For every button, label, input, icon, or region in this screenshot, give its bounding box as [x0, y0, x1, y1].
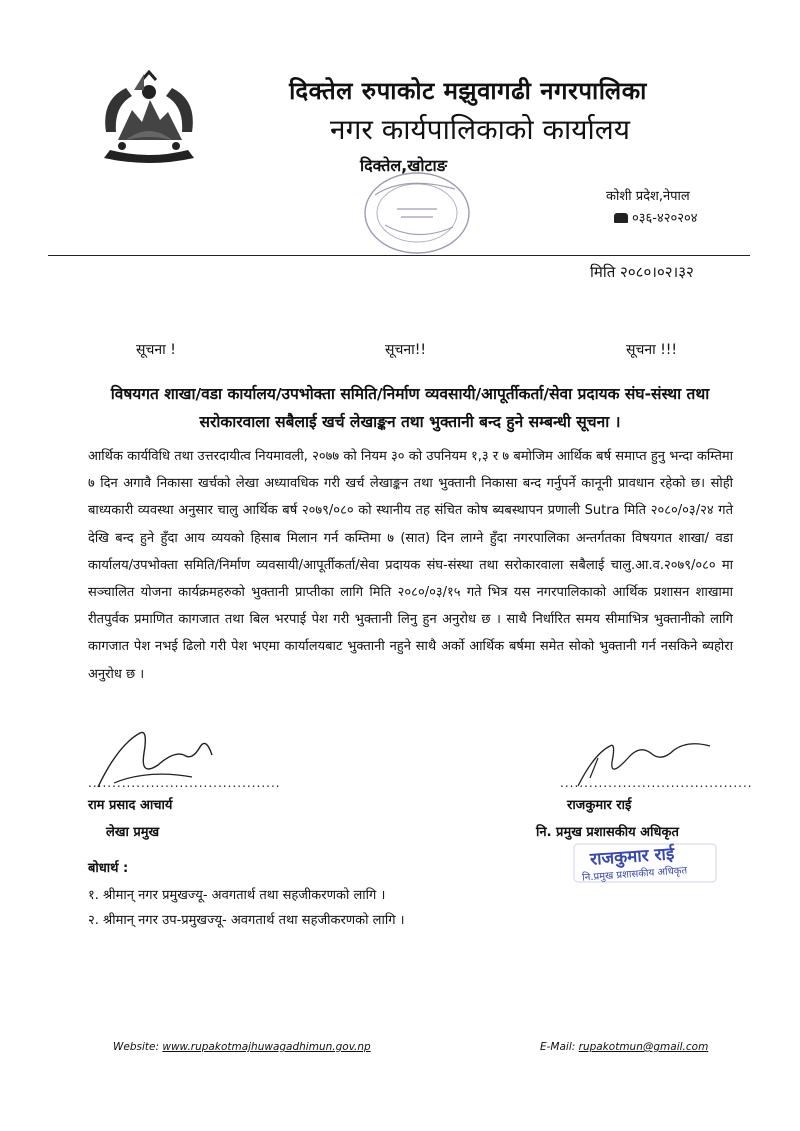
stamp-officer-title: नि.प्रमुख प्रशासकीय अधिकृत — [581, 865, 688, 884]
cc-item: १. श्रीमान् नगर प्रमुखज्यू- अवगतार्थ तथा सहजीकरणको लागि । — [88, 888, 386, 903]
notice-label-3: सूचना !!! — [626, 342, 678, 358]
email-link[interactable]: rupakotmun@gmail.com — [578, 1041, 709, 1053]
subject-line-1: विषयगत शाखा/वडा कार्यालय/उपभोक्ता समिति/निर्माण व्यवसायी/आपूर्तीकर्ता/सेवा प्रदायक संघ-संस्था तथा — [110, 385, 710, 403]
notice-label-1: सूचना ! — [136, 342, 176, 358]
footer-website — [113, 1041, 371, 1053]
office-name: नगर कार्यपालिकाको कार्यालय — [330, 113, 630, 146]
signatory-left-name: राम प्रसाद आचार्य — [88, 798, 173, 813]
signatory-right-name: राजकुमार राई — [567, 798, 632, 813]
office-seal-stamp — [345, 165, 485, 260]
subject-line-2: सरोकारवाला सबैलाई खर्च लेखाङ्कन तथा भुक्तानी बन्द हुने सम्बन्धी सूचना । — [199, 413, 621, 431]
nepal-emblem-logo — [96, 70, 202, 170]
email-label: E-Mail: — [540, 1041, 579, 1053]
cc-label: बोधार्थ : — [88, 861, 129, 876]
notice-body: आर्थिक कार्यविधि तथा उत्तरदायीत्व नियमावली, २०७७ को नियम ३० को उपनियम १,३ र ७ बमोजिम आर्थिक बर्ष समाप्त हुनु भन्दा कम्तिमा ७ दिन अगावै निकासा खर्चको लेखा अध्यावधिक गरी खर्च लेखाङ्कन तथा भुक्तानी निकासा बन्द गर्नुपर्ने कानूनी प्रावधान रहेको छ। सोही बाध्यकारी व्यवस्था अनुसार चालु आर्थिक बर्ष २०७९/०८० को स्थानीय तह संचित कोष ब्यबस्थापन प्रणाली Sutra मिति २०८०/०३/२४ गते देखि बन्द हुने हुँदा आय व्ययको हिसाब मिलान गर्न कम्तिमा ७ (सात) दिन लाग्ने हुँदा नगरपालिका अन्तर्गतका विषयगत शाखा/ वडा कार्यालय/उपभोक्ता समिति/निर्माण व्यवसायी/आपूर्तीकर्ता/सेवा प्रदायक संघ-संस्था तथा सरोकारवाला सबैलाई चालु.आ.व.२०७९/०८० मा सञ्चालित योजना कार्यक्रमहरुको भुक्तानी प्राप्तीका लागि मिति २०८०/०३/१५ गते भित्र यस नगरपालिकाको आर्थिक प्रशासन शाखामा रीतपुर्वक प्रमाणित कागजात तथा बिल भरपाई पेश गरी भुक्तानी लिनु हुन अनुरोध छ । साथै निर्धारित समय सीमाभित्र भुक्तानीको लागि कागजात पेश नभई ढिलो गरी पेश भएमा कार्यालयबाट भुक्तानी नहुने साथै अर्को आर्थिक बर्षमा समेत सोको भुक्तानी गर्न नसकिने ब्यहोरा अनुरोध छ । — [88, 449, 733, 682]
org-name: दिक्तेल रुपाकोट मझुवागढी नगरपालिका — [289, 77, 647, 105]
website-link[interactable]: www.rupakotmajhuwagadhimun.gov.np — [162, 1041, 371, 1053]
notice-subject — [80, 380, 740, 436]
signature-line-right: ........................................ — [560, 776, 753, 790]
phone-row — [614, 208, 698, 226]
signature-line-left: ........................................ — [88, 776, 281, 790]
notice-label-2: सूचना!! — [385, 342, 426, 358]
province-text: कोशी प्रदेश,नेपाल — [606, 189, 690, 204]
footer-email — [540, 1041, 708, 1053]
telephone-icon — [614, 213, 628, 223]
stamp-officer-name: राजकुमार राई — [589, 844, 675, 870]
cc-item: २. श्रीमान् नगर उप-प्रमुखज्यू- अवगतार्थ तथा सहजीकरणको लागि । — [88, 913, 405, 928]
signatory-right-title: नि. प्रमुख प्रशासकीय अधिकृत — [536, 825, 679, 840]
website-label: Website: — [113, 1041, 163, 1053]
signatory-left-title: लेखा प्रमुख — [106, 825, 160, 840]
org-location: दिक्तेल,खोटाङ — [360, 156, 447, 175]
phone-number: ०३६-४२०२०४ — [632, 211, 698, 226]
header-divider — [48, 255, 750, 256]
letter-date: मिति २०८०।०२।३२ — [590, 263, 694, 281]
